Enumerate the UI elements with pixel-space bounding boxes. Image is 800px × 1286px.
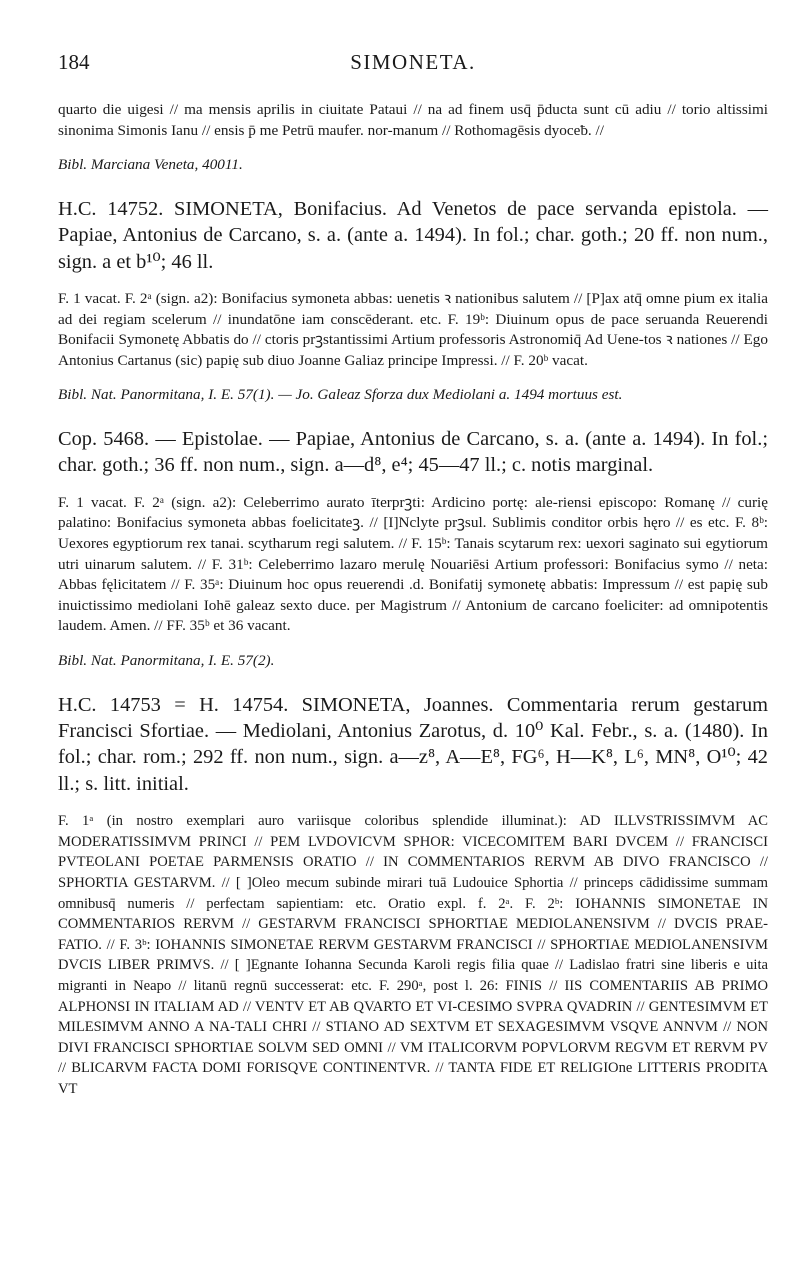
document-page bbox=[58, 0, 768, 1099]
library-note: Bibl. Marciana Veneta, 40011. bbox=[58, 156, 243, 174]
page-number: 184 bbox=[58, 50, 90, 74]
library-note: Bibl. Nat. Panormitana, I. E. 57(1). — Jo. Galeaz Sforza dux Mediolani a. 1494 mortuus est. bbox=[58, 386, 623, 404]
catalog-entry-heading: H.C. 14753 = H. 14754. SIMONETA, Joannes. Commentaria rerum gestarum Francisci Sfortiae. — Mediolani, Antonius Zarotus, d. 10⁰ Kal. Febr., s. a. (1480). In fol.; char. rom.; 292 ff. non num., sign. a—z⁸, A—E⁸, FG⁶, H—K⁸, L⁶, MN⁸, O¹⁰; 42 ll.; s. litt. initial. bbox=[58, 693, 768, 795]
library-note: Bibl. Nat. Panormitana, I. E. 57(2). bbox=[58, 651, 275, 669]
catalog-entry-description: F. 1ᵃ (in nostro exemplari auro variisque coloribus splendide illuminat.): AD ILLVSTRISSIMVM AC MODERATISSIMVM PRINCI // PEM LVDOVICVM SPHOR: VICECOMITEM BARI DVCEM // FRANCISCI PVTEOLANI POETAE PARMENSIS ORATIO // IN COMMENTARIOS RERVM AB DIVO FRANCISCO // SPHORTIA GESTARVM. // [ ]Oleo mecum subinde mirari tuā Ludouice Sphortia // princeps cādidissime summam omnibusq̄ numeris // perfectam sapientiam: etc. Oratio expl. f. 2ᵃ. F. 2ᵇ: IOHANNIS SIMONETAE IN COMMENTARIOS RERVM // GESTARVM FRANCISCI SPHORTIAE MEDIOLANENSIVM // DVCIS PRAE-FATIO. // F. 3ᵇ: IOHANNIS SIMONETAE RERVM GESTARVM FRANCISCI // SPHORTIAE MEDIOLANENSIVM DVCIS LIBER PRIMVS. // [ ]Egnante Iohanna Secunda Karoli regis filia quae // Ladislao fratri sine liberis e uita migranti in Neapo // litanū regnū successerat: etc. F. 290ᵃ, post l. 26: FINIS // IIS COMENTARIIS AB PRIMO ALPHONSI IN ITALIAM AD // VENTV ET AB QVARTO ET VI-CESIMO SVPRA QVADRIN // GENTESIMVM ET MILESIMVM ANNO A NA-TALI CHRI // STIANO AD SEXTVM ET SEXAGESIMVM VSQVE ANNVM // NON DIVI FRANCISCI SPHORTIAE SOLVM SED OMNI // VM ITALICORVM POPVLORVM REGVM ET RERVM PV // BLICARVM FACTA DOMI FORISQVE CONTINENTVR. // TANTA FIDE ET RELIGIOne LITTERIS PRODITA VT bbox=[58, 813, 768, 1097]
running-title: SIMONETA. bbox=[350, 50, 476, 74]
catalog-entry-description: F. 1 vacat. F. 2ᵃ (sign. a2): Bonifacius symoneta abbas: uenetis ꝛ nationibus salutem // [P]ax atq̄ omne pium ex italia ad dei regiam scelerum // inundatōne iam conscēderant. etc. F. 19ᵇ: Diuinum opus de pace seruanda Reuerendi Bonifacii Symonetę Abbatis do // ctoris prꝫstantissimi Artium professoris Astronomiq̄ Ad Uene-tos ꝛ nationes // Ego Antonius Cartanus (sic) papię sub diuo Joanne Galiaz principe Impressi. // F. 20ᵇ vacat. bbox=[58, 290, 768, 369]
continuation-paragraph: quarto die uigesi // ma mensis aprilis in ciuitate Pataui // na ad finem usq̄ p̄ducta sunt cū adiu // torio altissimi sinonima Simonis Ianu // ensis p̄ me Petrū maufer. nor-manum // Rothomagēsis dyoceƀ. // bbox=[58, 101, 768, 139]
catalog-entry-heading: Cop. 5468. — Epistolae. — Papiae, Antonius de Carcano, s. a. (ante a. 1494). In fol.; char. goth.; 36 ff. non num., sign. a—d⁸, e⁴; 45—47 ll.; c. notis marginal. bbox=[58, 427, 768, 477]
catalog-entry-description: F. 1 vacat. F. 2ᵃ (sign. a2): Celeberrimo aurato īterprꝫti: Ardicino portę: ale-riensi episcopo: Romanę // curię palatino: Bonifacius symoneta abbas foelicitateꝫ. // [I]Nclyte prꝫsul. Sublimis conditor orbis hęro // es etc. F. 8ᵇ: Uexores egyptiorum rex tanai. scytharum regi salutem. // F. 15ᵇ: Tanais scytarum rex: uexori saginato sui egytiorum utri uinarum salutem. // F. 31ᵇ: Celeberrimo lazaro merulę Nouariēsi Artium professori: Bonifacius symo // neta: Abbas fęlicitatem // F. 35ᵃ: Diuinum hoc opus reuerendi .d. Bonifatij symonetę abbatis: Impressum // est papię sub inuictissimo mediolani Iohē galeaz sexto duce. per Magistrum // Antonium de carcano foeliciter: ad omnipotentis laudem. Amen. // FF. 35ᵇ et 36 vacant. bbox=[58, 493, 768, 635]
catalog-entry-heading: H.C. 14752. SIMONETA, Bonifacius. Ad Venetos de pace servanda epistola. — Papiae, Antonius de Carcano, s. a. (ante a. 1494). In fol.; char. goth.; 20 ff. non num., sign. a et b¹⁰; 46 ll. bbox=[58, 197, 768, 273]
page-header bbox=[58, 0, 768, 100]
